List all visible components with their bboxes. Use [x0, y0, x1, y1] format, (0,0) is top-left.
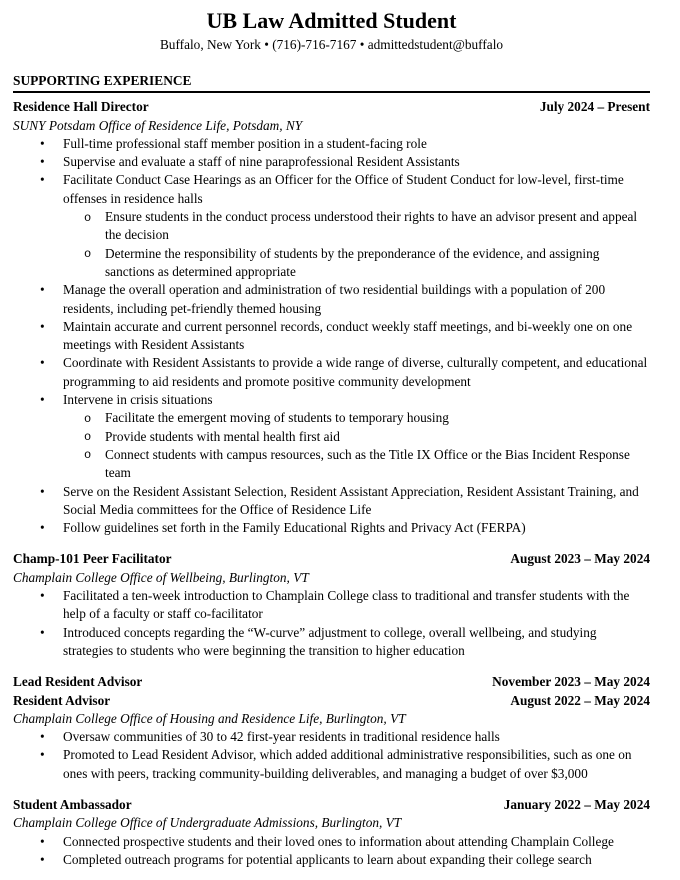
bullet-text: Connected prospective students and their loved ones to information about attending Champlain College [63, 833, 614, 849]
job-title: Student Ambassador [13, 796, 132, 812]
job-dates: January 2022 – May 2024 [503, 796, 650, 812]
job-title: Resident Advisor [13, 692, 111, 708]
bullet-item [13, 153, 650, 171]
bullet-item [13, 391, 650, 409]
bullet-text: Facilitate Conduct Case Hearings as an Officer for the Office of Student Conduct for low-level, first-time offenses in residence halls [63, 172, 624, 206]
bullet-item [13, 624, 650, 661]
sub-bullet-marker: o [84, 448, 92, 463]
bullet-marker: • [40, 851, 45, 867]
page-title: UB Law Admitted Student [206, 8, 457, 33]
job-title-row [13, 98, 650, 116]
job-organization: Champlain College Office of Housing and Residence Life, Burlington, VT [13, 710, 406, 726]
bullet-item [13, 318, 650, 355]
bullet-text: Promoted to Lead Resident Advisor, which added additional administrative responsibilities, such as one on ones with peers, tracking community-building deliverables, and managing a budget of over $3,000 [63, 747, 632, 781]
job-dates: November 2023 – May 2024 [492, 674, 650, 690]
bullet-text: Follow guidelines set forth in the Family Educational Rights and Privacy Act (FERPA) [63, 520, 526, 536]
bullet-marker: • [40, 833, 45, 849]
job-dates: August 2023 – May 2024 [510, 551, 650, 567]
sub-bullet-item [13, 446, 650, 483]
bullet-marker: • [40, 747, 45, 763]
sub-bullet-item [13, 409, 650, 427]
bullet-text: Completed outreach programs for potential applicants to learn about expanding their college search [63, 851, 592, 867]
bullet-marker: • [40, 154, 45, 170]
sub-bullet-item [13, 245, 650, 282]
job-entry [13, 796, 650, 869]
bullet-item [13, 587, 650, 624]
sub-bullet-text: Determine the responsibility of students by the preponderance of the evidence, and assigning sanctions as determined appropriate [105, 245, 600, 279]
sub-bullet-item [13, 208, 650, 245]
bullet-item [13, 746, 650, 783]
job-entry [13, 98, 650, 537]
bullet-item [13, 833, 650, 851]
job-organization: Champlain College Office of Undergraduate Admissions, Burlington, VT [13, 815, 402, 831]
job-title-row [13, 796, 650, 814]
bullet-item [13, 354, 650, 391]
bullet-item [13, 483, 650, 520]
job-dates: August 2022 – May 2024 [510, 692, 650, 708]
bullet-marker: • [40, 392, 45, 408]
bullet-marker: • [40, 624, 45, 640]
bullet-text: Introduced concepts regarding the “W-curve” adjustment to college, overall wellbeing, and studying strategies to students who were beginning the transition to higher education [63, 624, 597, 658]
bullet-marker: • [40, 483, 45, 499]
bullet-text: Intervene in crisis situations [63, 392, 213, 408]
bullet-text: Coordinate with Resident Assistants to provide a wide range of diverse, culturally competent, and educational programming to aid residents and promote positive community development [63, 355, 648, 389]
bullet-item [13, 135, 650, 153]
section-heading: SUPPORTING EXPERIENCE [13, 73, 650, 93]
sub-bullet-text: Provide students with mental health first aid [105, 428, 340, 444]
bullet-text: Maintain accurate and current personnel records, conduct weekly staff meetings, and bi-weekly one on one meetings with Resident Assistants [63, 318, 633, 353]
sub-bullet-marker: o [84, 411, 92, 426]
sub-bullet-marker: o [84, 430, 92, 445]
contact-line: Buffalo, New York • (716)-716-7167 • admittedstudent@buffalo [159, 37, 504, 52]
bullet-marker: • [40, 588, 45, 604]
bullet-item [13, 519, 650, 537]
bullet-text: Manage the overall operation and administration of two residential buildings with a population of 200 residents, including pet-friendly themed housing [63, 282, 606, 316]
sub-bullet-text: Connect students with campus resources, such as the Title IX Office or the Bias Incident Response team [105, 446, 630, 481]
resume-header [13, 8, 650, 54]
job-organization: SUNY Potsdam Office of Residence Life, Potsdam, NY [13, 117, 303, 133]
bullet-text: Full-time professional staff member position in a student-facing role [63, 135, 427, 151]
job-title-row [13, 550, 650, 568]
job-title: Champ-101 Peer Facilitator [13, 551, 172, 567]
sub-bullet-item [13, 428, 650, 446]
bullet-text: Serve on the Resident Assistant Selection, Resident Assistant Appreciation, Resident Assistant Training, and Social Media committees for the Office of Residence Life [63, 483, 639, 517]
bullet-marker: • [40, 282, 45, 298]
job-title-row [13, 673, 650, 691]
bullet-item [13, 171, 650, 208]
job-title-row [13, 692, 650, 710]
bullet-item [13, 728, 650, 746]
bullet-text: Supervise and evaluate a staff of nine paraprofessional Resident Assistants [63, 154, 460, 170]
bullet-item [13, 281, 650, 318]
bullet-marker: • [40, 318, 45, 334]
bullet-marker: • [40, 520, 45, 536]
job-dates: July 2024 – Present [539, 99, 650, 115]
sub-bullet-marker: o [84, 247, 92, 262]
bullet-marker: • [40, 172, 45, 188]
bullet-marker: • [40, 729, 45, 745]
sub-bullet-text: Facilitate the emergent moving of students to temporary housing [105, 410, 449, 426]
sub-bullet-text: Ensure students in the conduct process understood their rights to have an advisor present and appeal the decision [105, 209, 638, 243]
job-title: Lead Resident Advisor [13, 674, 143, 690]
experience-list [13, 98, 650, 869]
sub-bullet-marker: o [84, 210, 92, 225]
bullet-text: Oversaw communities of 30 to 42 first-year residents in traditional residence halls [63, 729, 500, 745]
job-title: Residence Hall Director [13, 99, 149, 115]
bullet-text: Facilitated a ten-week introduction to Champlain College class to traditional and transfer students with the help of a faculty or staff co-facilitator [63, 588, 630, 622]
job-entry [13, 673, 650, 783]
bullet-item [13, 851, 650, 869]
bullet-marker: • [40, 135, 45, 151]
job-entry [13, 550, 650, 660]
job-organization: Champlain College Office of Wellbeing, Burlington, VT [13, 569, 309, 585]
bullet-marker: • [40, 355, 45, 371]
